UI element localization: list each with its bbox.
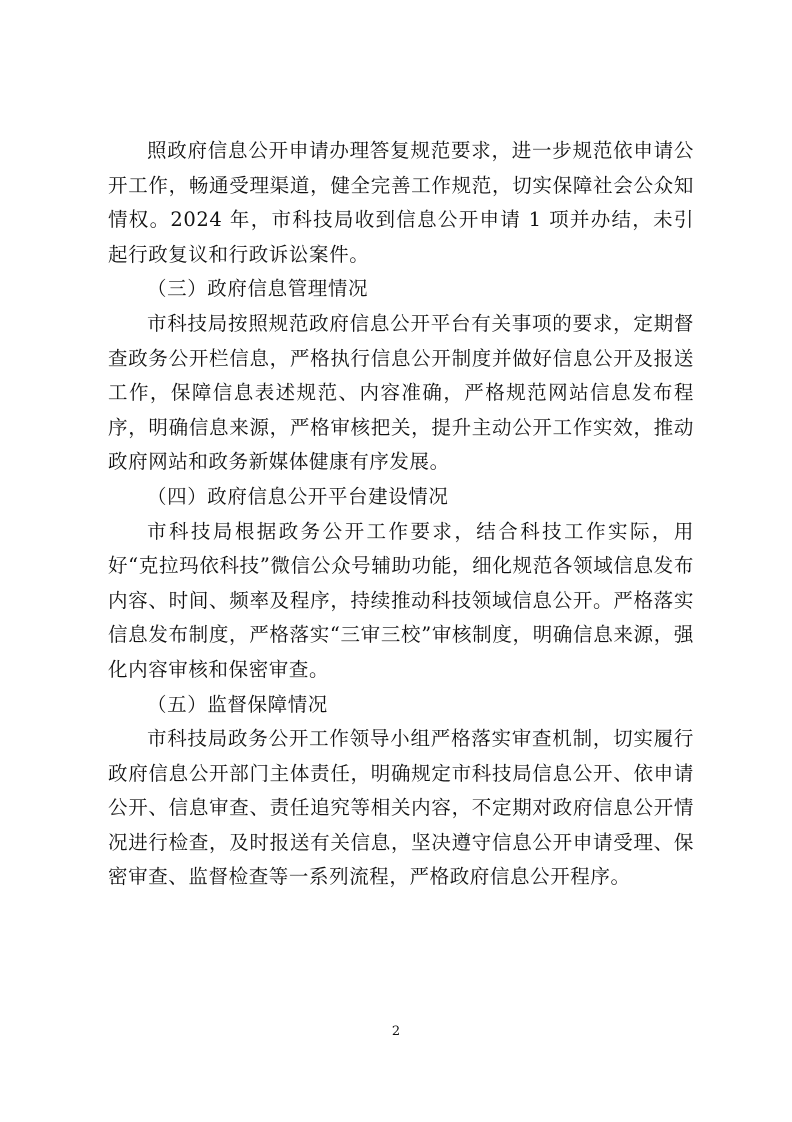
section-heading-info-management: （三）政府信息管理情况 — [147, 277, 369, 301]
paragraph-info-management: 市科技局按照规范政府信息公开平台有关事项的要求，定期督查政务公开栏信息，严格执行信息公开制度并做好信息公开及报送工作，保障信息表述规范、内容准确，严格规范网站信息发布程序，明确信息来源，严格审核把关，提升主动公开工作实效，推动政府网站和政务新媒体健康有序发展。 — [108, 311, 694, 474]
paragraph-platform-construction: 市科技局根据政务公开工作要求，结合科技工作实际，用好“克拉玛依科技”微信公众号辅助功能，细化规范各领域信息发布内容、时间、频率及程序，持续推动科技领域信息公开。严格落实信息发布制度，严格落实“三审三校”审核制度，明确信息来源，强化内容审核和保密审查。 — [108, 519, 694, 681]
document-body — [108, 134, 694, 895]
section-heading-supervision: （五）监督保障情况 — [147, 692, 328, 716]
paragraph-application-handling: 照政府信息公开申请办理答复规范要求，进一步规范依申请公开工作，畅通受理渠道，健全完善工作规范，切实保障社会公众知情权。2024 年，市科技局收到信息公开申请 1 项并办结，未引起行政复议和行政诉讼案件。 — [108, 139, 694, 266]
page-number: 2 — [391, 1024, 401, 1039]
paragraph-supervision: 市科技局政务公开工作领导小组严格落实审查机制，切实履行政府信息公开部门主体责任，明确规定市科技局信息公开、依申请公开、信息审查、责任追究等相关内容，不定期对政府信息公开情况进行检查，及时报送有关信息，坚决遵守信息公开申请受理、保密审查、监督检查等一系列流程，严格政府信息公开程序。 — [108, 727, 694, 889]
section-heading-platform-construction: （四）政府信息公开平台建设情况 — [147, 484, 449, 508]
